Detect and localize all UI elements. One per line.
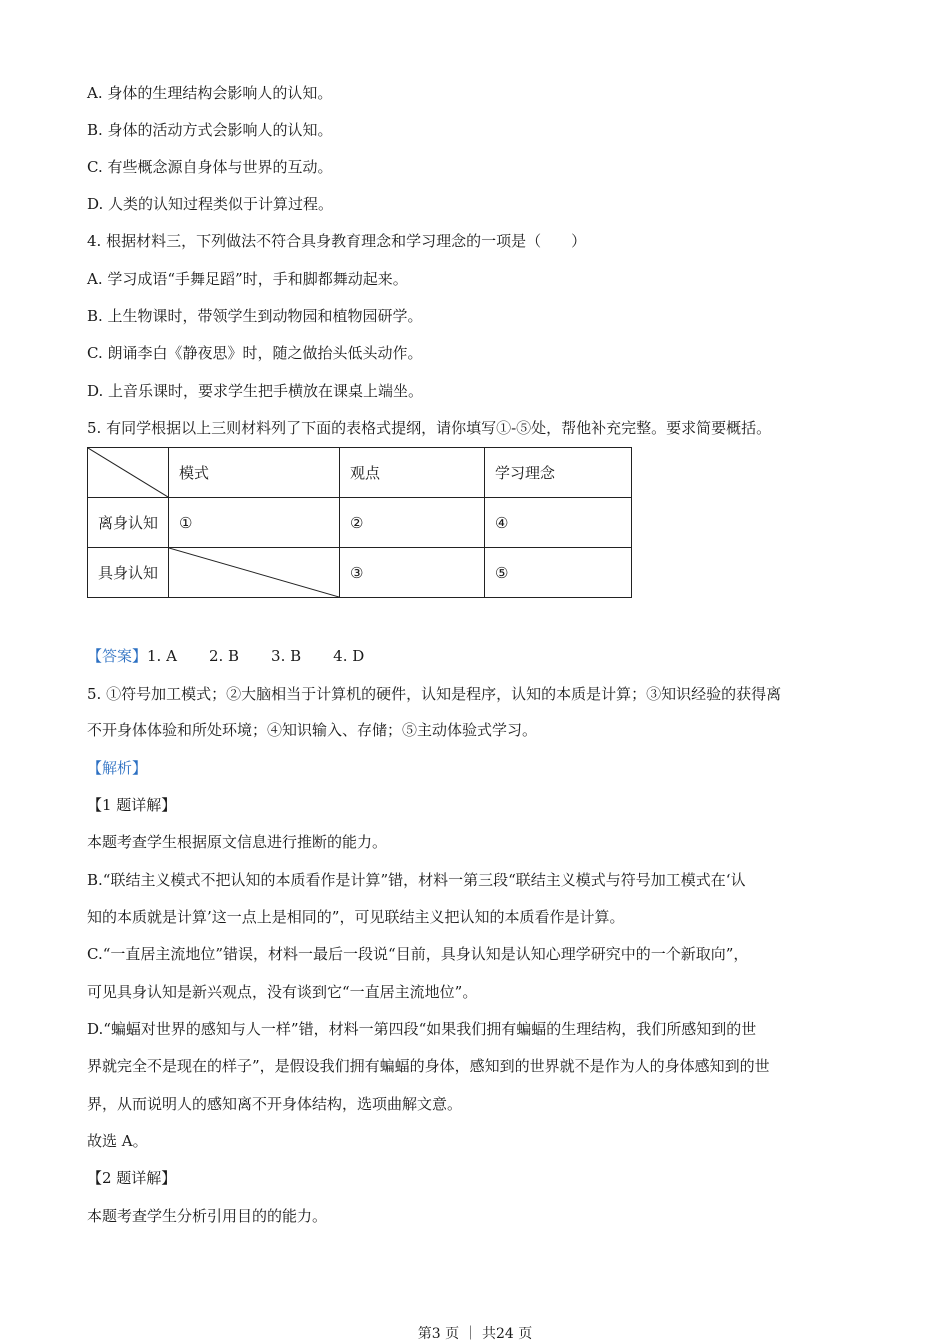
answer-line <box>87 646 364 666</box>
table-cell: ③ <box>340 548 485 598</box>
analysis-heading: 【1 题详解】 <box>87 796 177 814</box>
answer-item: 2. B <box>208 647 240 665</box>
answer-tag: 【答案】 <box>87 647 148 665</box>
analysis-line: 故选 A。 <box>87 1132 148 1150</box>
diagonal-corner-cell <box>88 448 169 498</box>
analysis-line: 本题考查学生根据原文信息进行推断的能力。 <box>87 833 388 851</box>
table-cell: ② <box>340 498 485 548</box>
q3-option-b: B. 身体的活动方式会影响人的认知。 <box>87 121 333 139</box>
answer-q5-line: 不开身体体验和所处环境；④知识输入、存储；⑤主动体验式学习。 <box>87 721 538 739</box>
diagonal-line <box>169 548 339 597</box>
table-header-viewpoint: 观点 <box>340 448 485 498</box>
q3-option-d: D. 人类的认知过程类似于计算过程。 <box>87 195 334 213</box>
table-cell: ④ <box>485 498 632 548</box>
table-row-label: 具身认知 <box>88 548 169 598</box>
table-cell: ⑤ <box>485 548 632 598</box>
q4-option-a: A. 学习成语“手舞足蹈”时，手和脚都舞动起来。 <box>87 270 408 288</box>
table-row <box>88 498 632 548</box>
q4-option-d: D. 上音乐课时，要求学生把手横放在课桌上端坐。 <box>87 382 424 400</box>
table-row-label: 离身认知 <box>88 498 169 548</box>
q4-stem: 4. 根据材料三，下列做法不符合具身教育理念和学习理念的一项是（ ） <box>87 232 587 250</box>
q3-option-a: A. 身体的生理结构会影响人的认知。 <box>87 84 333 102</box>
table-cell: ① <box>169 498 340 548</box>
diagonal-line <box>88 448 168 497</box>
analysis-line: D.“蝙蝠对世界的感知与人一样”错，材料一第四段“如果我们拥有蝙蝠的生理结构，我们所感知到的世 <box>87 1020 757 1038</box>
analysis-line: 可见具身认知是新兴观点，没有谈到它“一直居主流地位”。 <box>87 983 478 1001</box>
page-footer: 第3 页 ｜ 共24 页 <box>417 1326 533 1342</box>
table-cell-diagonal <box>169 548 340 598</box>
analysis-line: 知的本质就是计算’这一点上是相同的”，可见联结主义把认知的本质看作是计算。 <box>87 908 625 926</box>
analysis-line: 界，从而说明人的感知离不开身体结构，选项曲解文意。 <box>87 1095 463 1113</box>
table-header-learning-concept: 学习理念 <box>485 448 632 498</box>
answer-item: 3. B <box>271 647 302 665</box>
analysis-line: B.“联结主义模式不把认知的本质看作是计算”错，材料一第三段“联结主义模式与符号加工模式在‘认 <box>87 871 746 889</box>
analysis-heading: 【2 题详解】 <box>87 1169 177 1187</box>
analysis-line: C.“一直居主流地位”错误，材料一最后一段说“目前，具身认知是认知心理学研究中的一个新取向”， <box>87 945 749 963</box>
table-header-mode: 模式 <box>169 448 340 498</box>
q4-option-b: B. 上生物课时，带领学生到动物园和植物园研学。 <box>87 307 423 325</box>
answer-item: 1. A <box>147 647 177 665</box>
analysis-line: 本题考查学生分析引用目的的能力。 <box>87 1207 328 1225</box>
outline-table <box>87 447 632 598</box>
q5-stem: 5. 有同学根据以上三则材料列了下面的表格式提纲，请你填写①-⑤处，帮他补充完整。要求简要概括。 <box>87 419 772 437</box>
table-header-row <box>88 448 632 498</box>
answer-q5-line: 5. ①符号加工模式；②大脑相当于计算机的硬件，认知是程序，认知的本质是计算；③知识经验的获得离 <box>87 685 782 703</box>
answer-item: 4. D <box>333 647 365 665</box>
q3-option-c: C. 有些概念源自身体与世界的互动。 <box>87 158 333 176</box>
analysis-line: 界就完全不是现在的样子”，是假设我们拥有蝙蝠的身体，感知到的世界就不是作为人的身体感知到的世 <box>87 1057 770 1075</box>
q4-option-c: C. 朗诵李白《静夜思》时，随之做抬头低头动作。 <box>87 344 423 362</box>
table-row <box>88 548 632 598</box>
analysis-tag: 【解析】 <box>87 759 148 777</box>
